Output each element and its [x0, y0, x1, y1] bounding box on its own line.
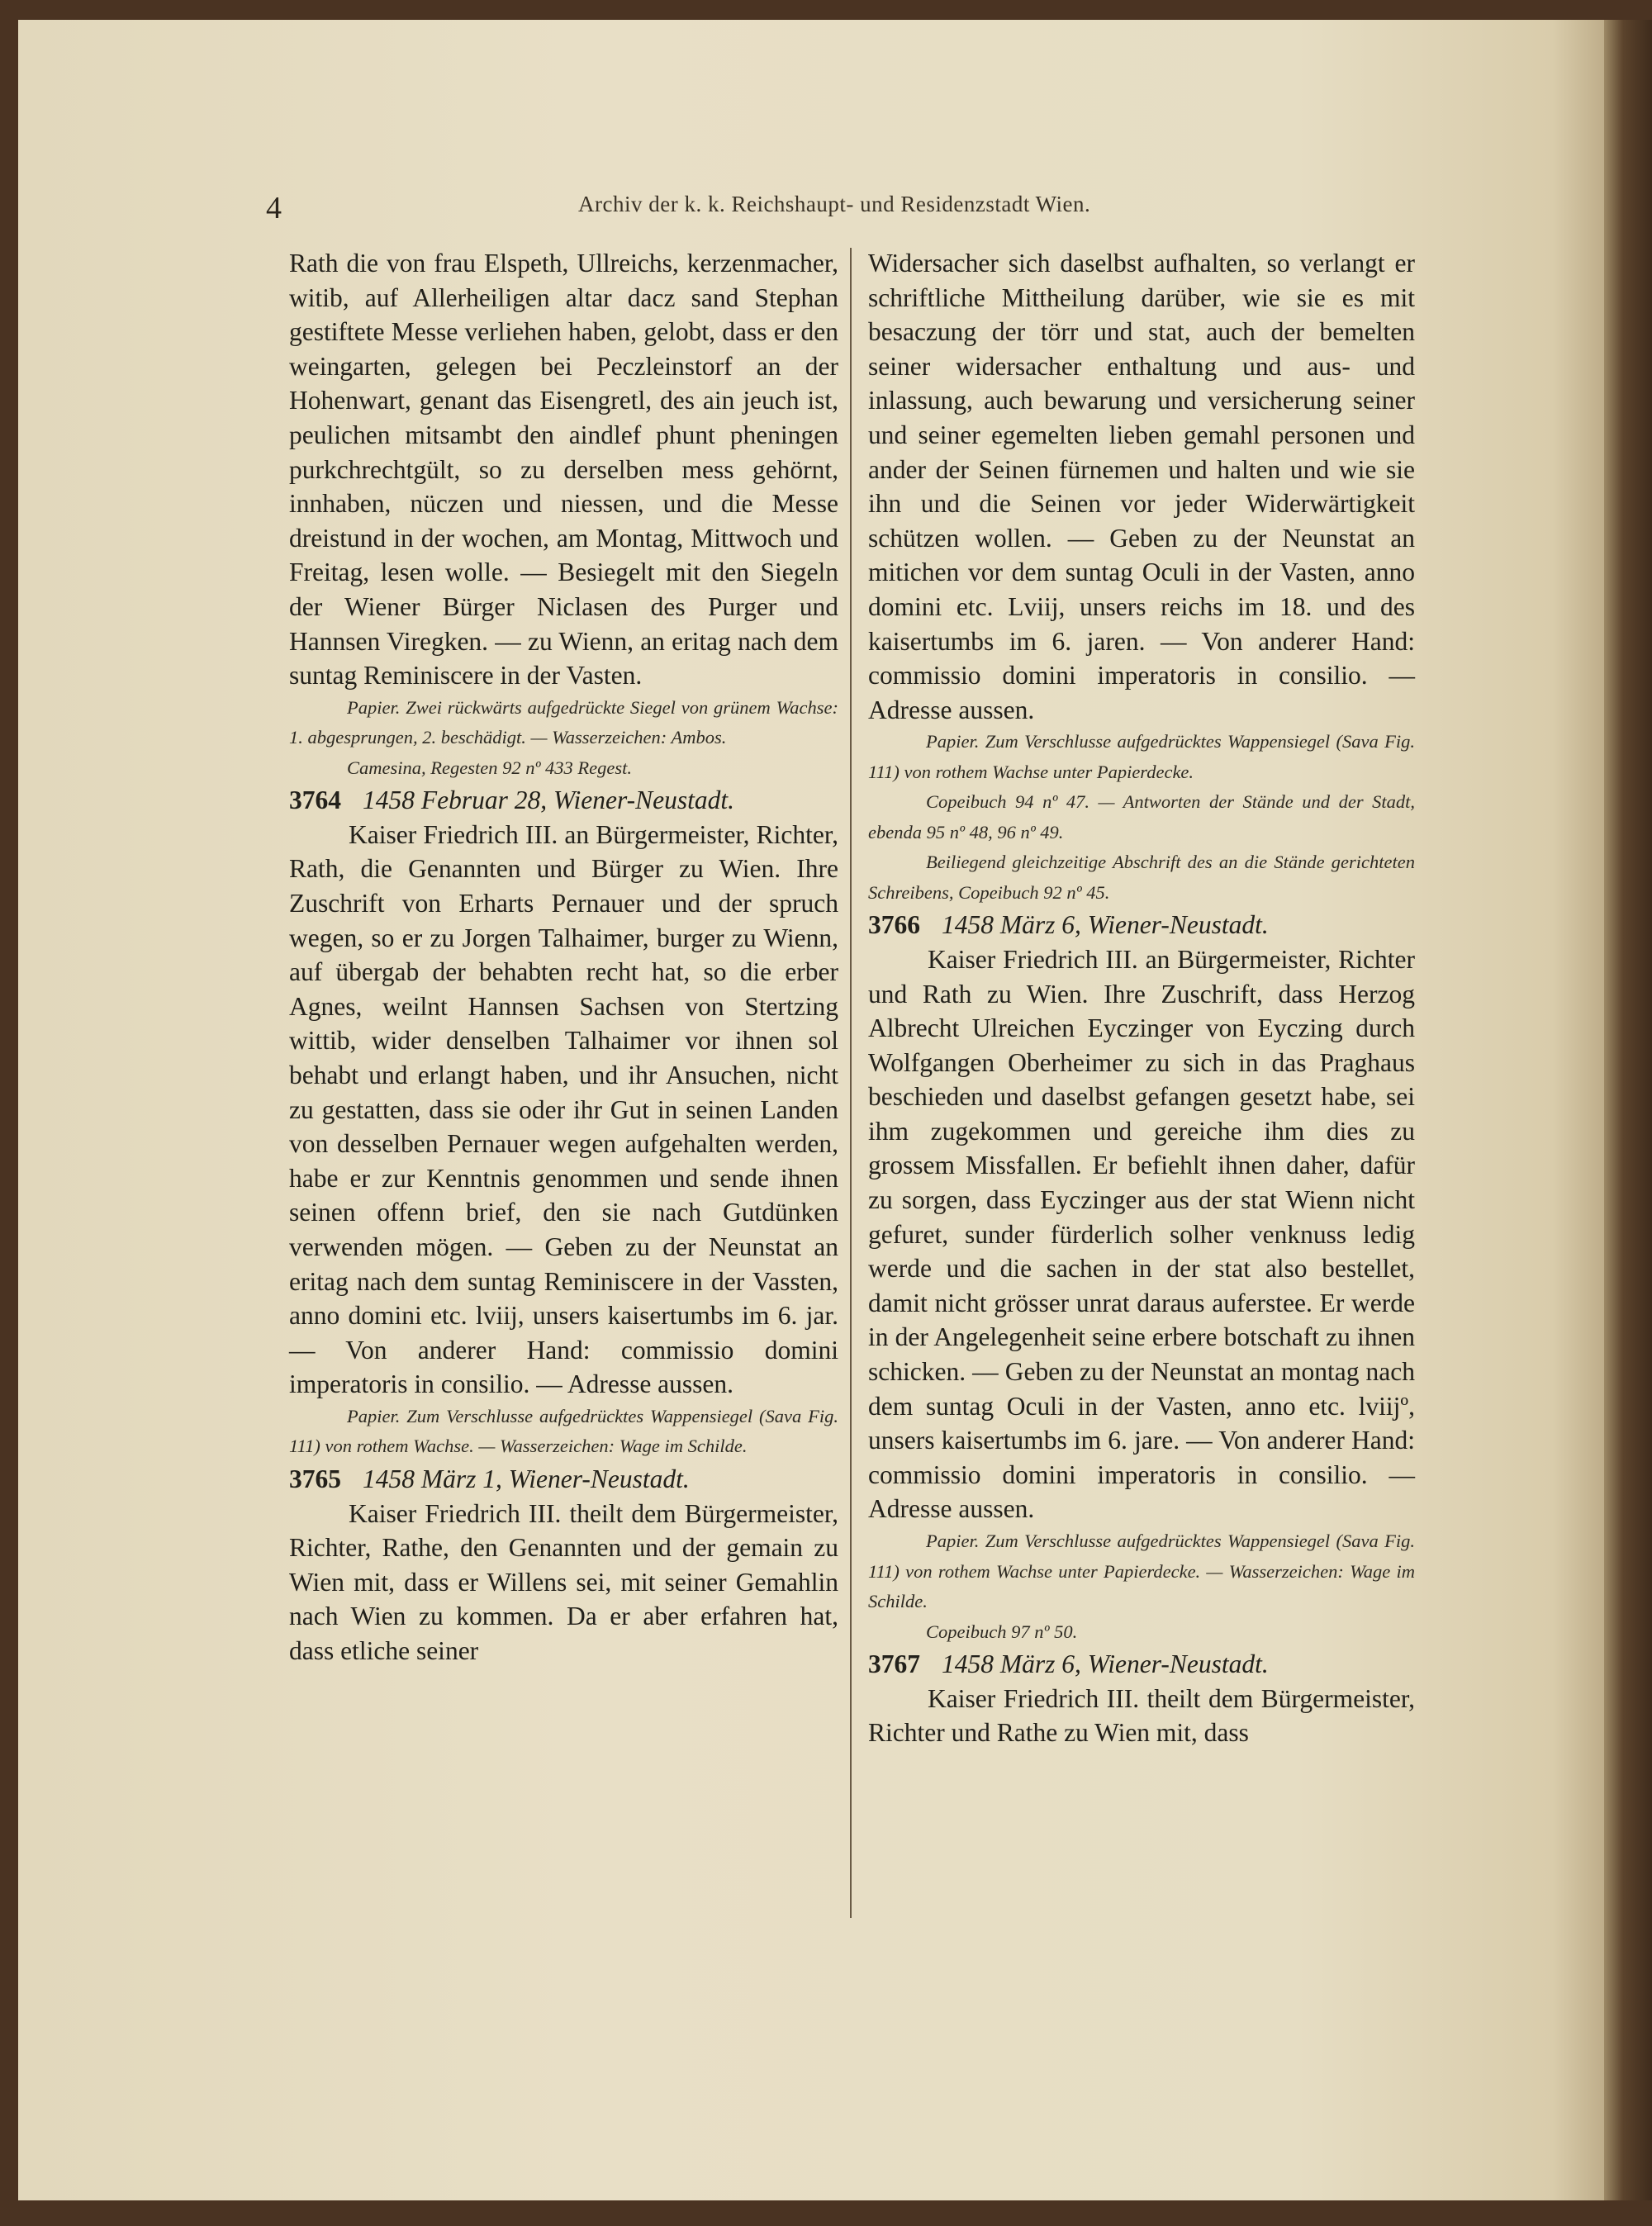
column-divider [850, 248, 852, 1918]
archival-note: Papier. Zum Verschlusse aufgedrücktes Wappensiegel (Sava Fig. 111) von rothem Wachse unter Papierdecke. [868, 731, 1415, 782]
bibliographic-note: Copeibuch 94 nº 47. — Antworten der Stände und der Stadt, ebenda 95 nº 48, 96 nº 49. [868, 791, 1415, 842]
paragraph-continuation: Widersacher sich daselbst aufhalten, so verlangt er schriftliche Mittheilung darüber, wie sie es mit besaczung der törr und stat, auch der bemelten seiner widersacher enthaltung und aus- und inlassung, auch bewarung und versicherung seiner und seiner egemelten lieben gemahl personen und ander der Seinen fürnemen und halten und wie sie ihn und die Seinen vor jeder Widerwärtigkeit schützen wollen. — Geben zu der Neunstat an mitichen vor dem suntag Oculi in der Vasten, anno domini etc. Lviij, unsers reichs im 18. und des kaisertumbs im 6. jaren. — Von anderer Hand: commissio domini imperatoris in consilio. — Adresse aussen. [868, 249, 1415, 724]
archival-note: Papier. Zwei rückwärts aufgedrückte Siegel von grünem Wachse: 1. abgesprungen, 2. beschädigt. — Wasserzeichen: Ambos. [289, 696, 838, 748]
entry-heading-3764 [289, 783, 838, 818]
entry-date: 1458 März 6, Wiener-Neustadt. [942, 1649, 1269, 1678]
entry-number: 3765 [289, 1464, 341, 1493]
entry-date: 1458 März 1, Wiener-Neustadt. [363, 1464, 690, 1493]
entry-heading-3766 [868, 908, 1415, 942]
book-spine [1604, 20, 1652, 2200]
paragraph-continuation: Rath die von frau Elspeth, Ullreichs, kerzenmacher, witib, auf Allerheiligen altar dacz sand Stephan gestiftete Messe verliehen haben, gelobt, dass er den weingarten, gelegen bei Peczleinstorf an der Hohenwart, genant das Eisengretl, des ain jeuch ist, peulichen mitsambt den aindlef phunt pheningen purkchrechtgült, so zu derselben mess gehörnt, innhaben, nüczen und niessen, und die Messe dreistund in der wochen, am Montag, Mittwoch und Freitag, lesen wolle. — Besiegelt mit den Siegeln der Wiener Bürger Niclasen des Purger und Hannsen Viregken. — zu Wienn, an eritag nach dem suntag Reminiscere in der Vasten. [289, 249, 838, 691]
archival-note: Papier. Zum Verschlusse aufgedrücktes Wappensiegel (Sava Fig. 111) von rothem Wachse unter Papierdecke. — Wasserzeichen: Wage im Schilde. [868, 1531, 1415, 1611]
entry-date: 1458 Februar 28, Wiener-Neustadt. [363, 786, 734, 815]
page-number: 4 [266, 191, 282, 225]
entry-text-3767: Kaiser Friedrich III. theilt dem Bürgermeister, Richter und Rathe zu Wien mit, dass [868, 1683, 1415, 1748]
archival-note: Papier. Zum Verschlusse aufgedrücktes Wappensiegel (Sava Fig. 111) von rothem Wachse. — Wasserzeichen: Wage im Schilde. [289, 1405, 838, 1457]
entry-number: 3767 [868, 1649, 920, 1678]
entry-number: 3766 [868, 910, 920, 940]
entry-heading-3767 [868, 1647, 1415, 1682]
bibliographic-note: Copeibuch 97 nº 50. [926, 1621, 1078, 1642]
entry-text-3764: Kaiser Friedrich III. an Bürgermeister, Richter, Rath, die Genannten und Bürger zu Wien. Ihre Zuschrift von Erharts Pernauer und der spruch wegen, so er zu Jorgen Talhaimer, burger zu Wienn, auf übergab der behabten recht hat, so die erber Agnes, weilnt Hannsen Sachsen von Stertzing wittib, wider denselben Talhaimer vor ihnen sol behabt und erlangt haben, und ihr Ansuchen, nicht zu gestatten, dass sie oder ihr Gut in seinen Landen von desselben Pernauer wegen aufgehalten werden, habe er zur Kenntnis genommen und sende ihnen seinen offenn brief, den sie nach Gutdünken verwenden mögen. — Geben zu der Neunstat an eritag nach dem suntag Reminiscere in der Vassten, anno domini etc. lviij, unsers kaisertumbs im 6. jar. — Von anderer Hand: commissio domini imperatoris in consilio. — Adresse aussen. [289, 819, 838, 1399]
bibliographic-note: Camesina, Regesten 92 nº 433 Regest. [347, 757, 633, 778]
right-column [868, 246, 1415, 1750]
running-header: Archiv der k. k. Reichshaupt- und Residenzstadt Wien. [578, 192, 1091, 216]
entry-date: 1458 März 6, Wiener-Neustadt. [942, 910, 1269, 940]
entry-number: 3764 [289, 786, 341, 815]
bibliographic-note: Beiliegend gleichzeitige Abschrift des an die Stände gerichteten Schreibens, Copeibuch 92 nº 45. [868, 852, 1415, 903]
entry-text-3765: Kaiser Friedrich III. theilt dem Bürgermeister, Richter, Rathe, den Genannten und der gemain zu Wien mit, dass er Willens sei, mit seiner Gemahlin nach Wien zu kommen. Da er aber erfahren hat, dass etliche seiner [289, 1498, 838, 1665]
entry-text-3766: Kaiser Friedrich III. an Bürgermeister, Richter und Rath zu Wien. Ihre Zuschrift, dass Herzog Albrecht Ulreichen Eyczinger von Eyczing durch Wolfgangen Oberheimer zu sich in das Praghaus beschieden und daselbst gefangen gesetzt habe, sei ihm zugekommen und gereiche ihm dies zu grossem Missfallen. Er befiehlt ihnen daher, dafür zu sorgen, dass Eyczinger aus der stat Wienn nicht gefuret, sunder fürderlich solher venknuss ledig werde und die sachen in der stat also bestellet, damit nicht grösser unrat daraus auferstee. Er werde in der Angelegenheit seine erbere botschaft zu ihnen schicken. — Geben zu der Neunstat an montag nach dem suntag Oculi in der Vasten, anno etc. lviijº, unsers kaisertumbs im 6. jare. — Von anderer Hand: commissio domini imperatoris in consilio. — Adresse aussen. [868, 944, 1415, 1524]
left-column [289, 246, 838, 1668]
entry-heading-3765 [289, 1462, 838, 1497]
